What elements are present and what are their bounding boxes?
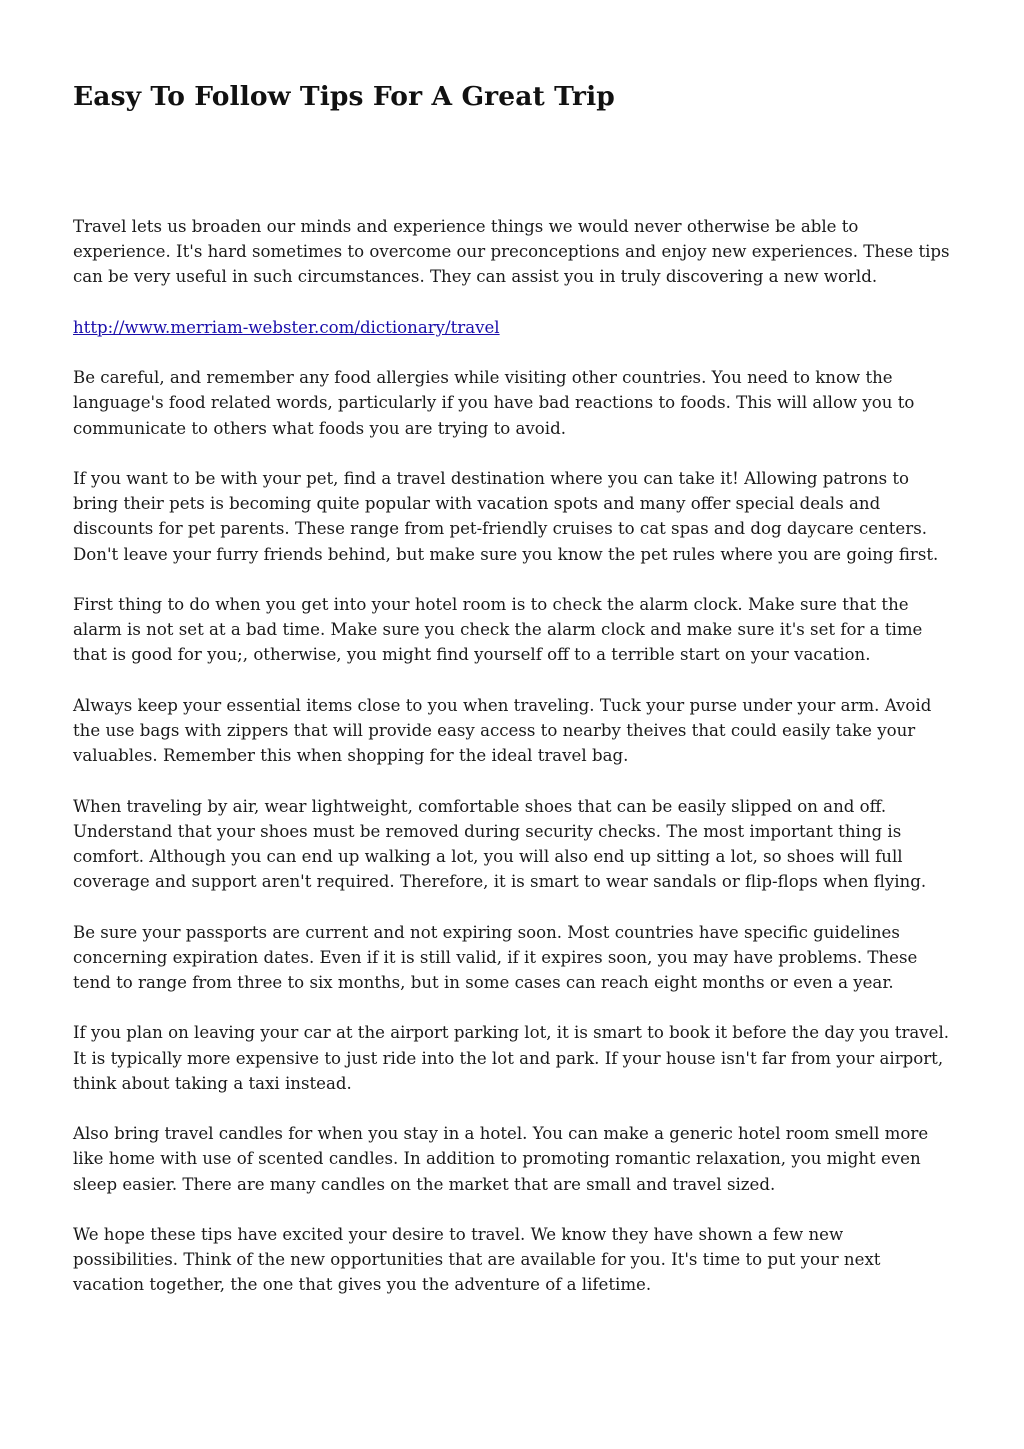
- tip-paragraph-food-allergies: Be careful, and remember any food allergies while visiting other countries. You need to know the language's food related words, particularly if you have bad reactions to foods. This will allow you to communicate to others what foods you are trying to avoid.: [73, 368, 915, 438]
- tip-paragraph-shoes: When traveling by air, wear lightweight, comfortable shoes that can be easily slipped on and off. Understand that your shoes must be removed during security checks. The most important thing is comfort. Although you can end up walking a lot, you will also end up sitting a lot, so shoes will full coverage and support aren't required. Therefore, it is smart to wear sandals or flip-flops when flying.: [73, 796, 927, 892]
- document-page: [73, 78, 953, 1323]
- document-body: [73, 214, 953, 1298]
- reference-link[interactable]: http://www.merriam-webster.com/dictionary/travel: [73, 317, 500, 337]
- tip-paragraph-alarm-clock: First thing to do when you get into your hotel room is to check the alarm clock. Make sure that the alarm is not set at a bad time. Make sure you check the alarm clock and make sure it's set for a time that is good for you;, otherwise, you might find yourself off to a terrible start on your vacation.: [73, 594, 923, 665]
- tip-paragraph-airport-parking: If you plan on leaving your car at the airport parking lot, it is smart to book it before the day you travel. It is typically more expensive to just ride into the lot and park. If your house isn't far from your airport, think about taking a taxi instead.: [73, 1023, 950, 1093]
- intro-paragraph: Travel lets us broaden our minds and experience things we would never otherwise be able to experience. It's hard sometimes to overcome our preconceptions and enjoy new experiences. These tips can be very useful in such circumstances. They can assist you in truly discovering a new world.: [73, 217, 950, 287]
- tip-paragraph-pets: If you want to be with your pet, find a travel destination where you can take it! Allowing patrons to bring their pets is becoming quite popular with vacation spots and many offer special deals and discounts for pet parents. These range from pet-friendly cruises to cat spas and dog daycare centers. Don't leave your furry friends behind, but make sure you know the pet rules where you are going first.: [73, 468, 939, 564]
- closing-paragraph: We hope these tips have excited your desire to travel. We know they have shown a few new possibilities. Think of the new opportunities that are available for you. It's time to put your next vacation together, the one that gives you the adventure of a lifetime.: [73, 1224, 881, 1295]
- tip-paragraph-essential-items: Always keep your essential items close to you when traveling. Tuck your purse under your arm. Avoid the use bags with zippers that will provide easy access to nearby theives that could easily take your valuables. Remember this when shopping for the ideal travel bag.: [73, 695, 932, 766]
- tip-paragraph-passports: Be sure your passports are current and not expiring soon. Most countries have specific guidelines concerning expiration dates. Even if it is still valid, if it expires soon, you may have problems. These tend to range from three to six months, but in some cases can reach eight months or even a year.: [73, 922, 918, 992]
- tip-paragraph-candles: Also bring travel candles for when you stay in a hotel. You can make a generic hotel room smell more like home with use of scented candles. In addition to promoting romantic relaxation, you might even sleep easier. There are many candles on the market that are small and travel sized.: [73, 1124, 929, 1194]
- page-title: Easy To Follow Tips For A Great Trip: [73, 81, 615, 112]
- reference-link-paragraph: [73, 315, 953, 340]
